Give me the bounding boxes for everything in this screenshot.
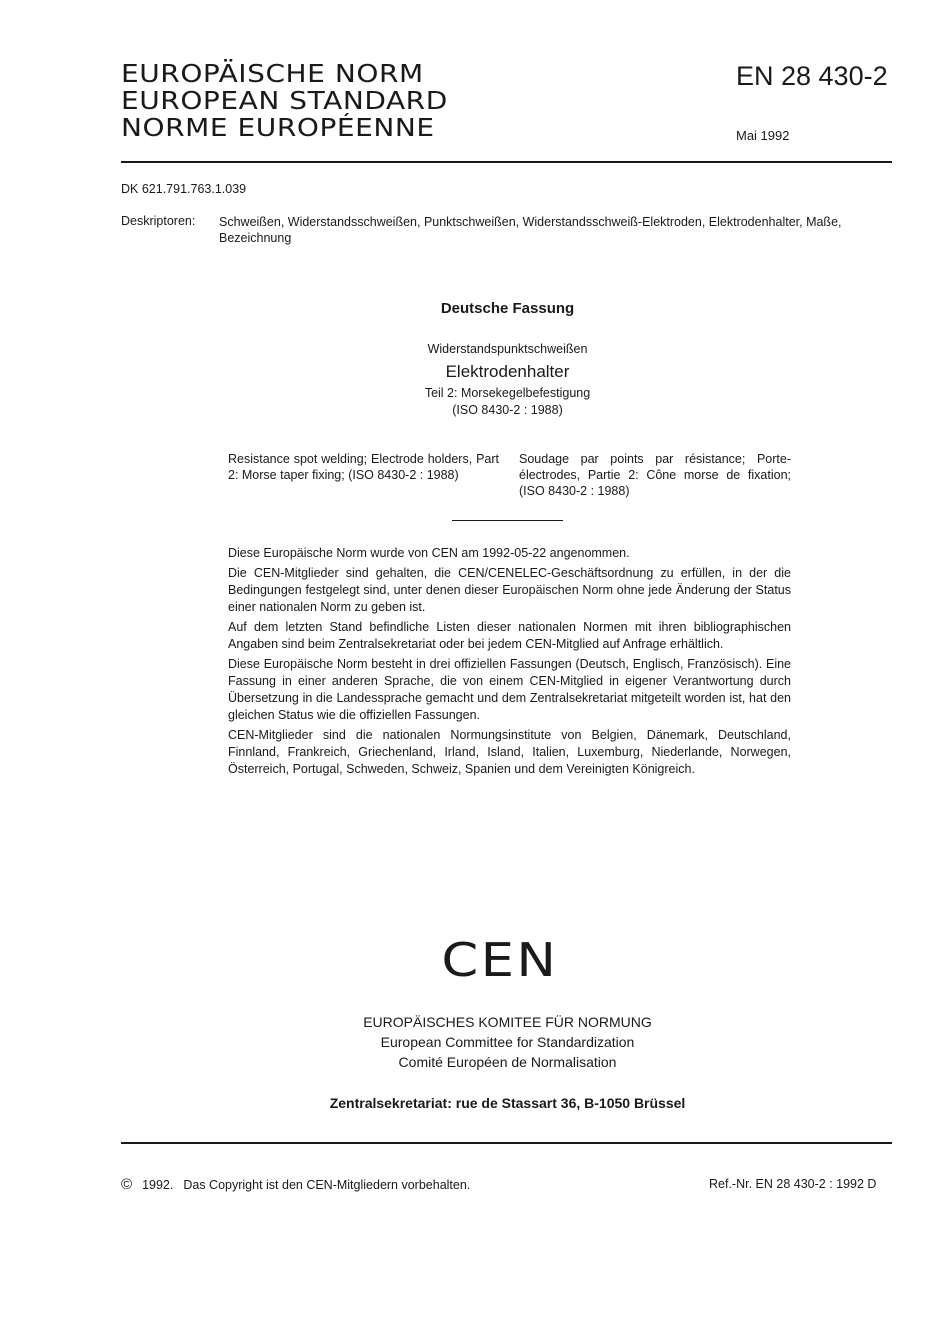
heading-line-de: EUROPÄISCHE NORM	[121, 59, 424, 88]
paragraph-members: CEN-Mitglieder sind die nationalen Normungsinstitute von Belgien, Dänemark, Deutschland, Finnland, Frankreich, Griechenland, Irland, Island, Italien, Luxemburg, Niederlande, Norwegen, Österreich, Portugal, Schweden, Schweiz, Spanien und dem Vereinigten Königreich.	[228, 728, 791, 776]
reference-number: Ref.-Nr. EN 28 430-2 : 1992 D	[709, 1177, 877, 1191]
publication-date: Mai 1992	[736, 128, 790, 143]
copyright-text: Das Copyright ist den CEN-Mitgliedern vorbehalten.	[183, 1178, 471, 1192]
heading-line-en: EUROPEAN STANDARD	[121, 86, 448, 115]
standard-number: EN 28 430-2	[736, 61, 888, 91]
org-name-de: EUROPÄISCHES KOMITEE FÜR NORMUNG	[363, 1014, 652, 1030]
secretariat-address: Zentralsekretariat: rue de Stassart 36, B-1050 Brüssel	[329, 1095, 686, 1111]
top-divider	[121, 161, 892, 163]
paragraph-adoption: Diese Europäische Norm wurde von CEN am 1992-05-22 angenommen.	[228, 546, 630, 560]
dk-classification: DK 621.791.763.1.039	[121, 182, 247, 196]
copyright-year: 1992.	[142, 1178, 174, 1192]
paragraph-lists: Auf dem letzten Stand befindliche Listen dieser nationalen Normen mit ihren bibliographischen Angaben sind beim Zentralsekretariat oder bei jedem CEN-Mitglied auf Anfrage erhältlich.	[228, 620, 791, 651]
french-title: Soudage par points par résistance; Porte-électrodes, Partie 2: Cône morse de fixation; (ISO 8430-2 : 1988)	[519, 452, 791, 498]
descriptors-text: Schweißen, Widerstandsschweißen, Punktschweißen, Widerstandsschweiß-Elektroden, Elektrodenhalter, Maße, Bezeichnung	[219, 215, 842, 245]
copyright-icon: ©	[121, 1176, 133, 1193]
main-title: Elektrodenhalter	[445, 362, 570, 381]
copyright-notice	[121, 1176, 470, 1193]
paragraph-versions: Diese Europäische Norm besteht in drei offiziellen Fassungen (Deutsch, Englisch, Französisch). Eine Fassung in einer anderen Sprache, die von einem CEN-Mitglied in eigener Verantwortung durch Übersetzung in die Landessprache gemacht und dem Zentralsekretariat mitgeteilt worden ist, hat den gleichen Status wie die offiziellen Fassungen.	[228, 657, 791, 722]
descriptors-label: Deskriptoren:	[121, 214, 196, 228]
paragraph-obligations: Die CEN-Mitglieder sind gehalten, die CEN/CENELEC-Geschäftsordnung zu erfüllen, in der die Bedingungen festgelegt sind, unter denen dieser Europäischen Norm ohne jede Änderung der Status einer nationalen Norm zu geben ist.	[228, 566, 791, 614]
version-label: Deutsche Fassung	[440, 300, 575, 317]
section-divider	[452, 520, 563, 521]
org-name-fr: Comité Européen de Normalisation	[398, 1054, 617, 1070]
body-text	[228, 545, 791, 781]
bottom-divider	[121, 1142, 892, 1144]
iso-reference: (ISO 8430-2 : 1988)	[452, 403, 563, 417]
part-title: Teil 2: Morsekegelbefestigung	[424, 386, 591, 400]
english-title: Resistance spot welding; Electrode holders, Part 2: Morse taper fixing; (ISO 8430-2 : 1988)	[228, 452, 499, 482]
subtitle: Widerstandspunktschweißen	[427, 342, 588, 356]
document-type-heading	[121, 59, 448, 142]
cen-logo-text: CEN	[441, 933, 559, 987]
heading-line-fr: NORME EUROPÉENNE	[121, 113, 435, 142]
org-name-en: European Committee for Standardization	[380, 1034, 635, 1050]
cen-logo	[0, 933, 950, 987]
